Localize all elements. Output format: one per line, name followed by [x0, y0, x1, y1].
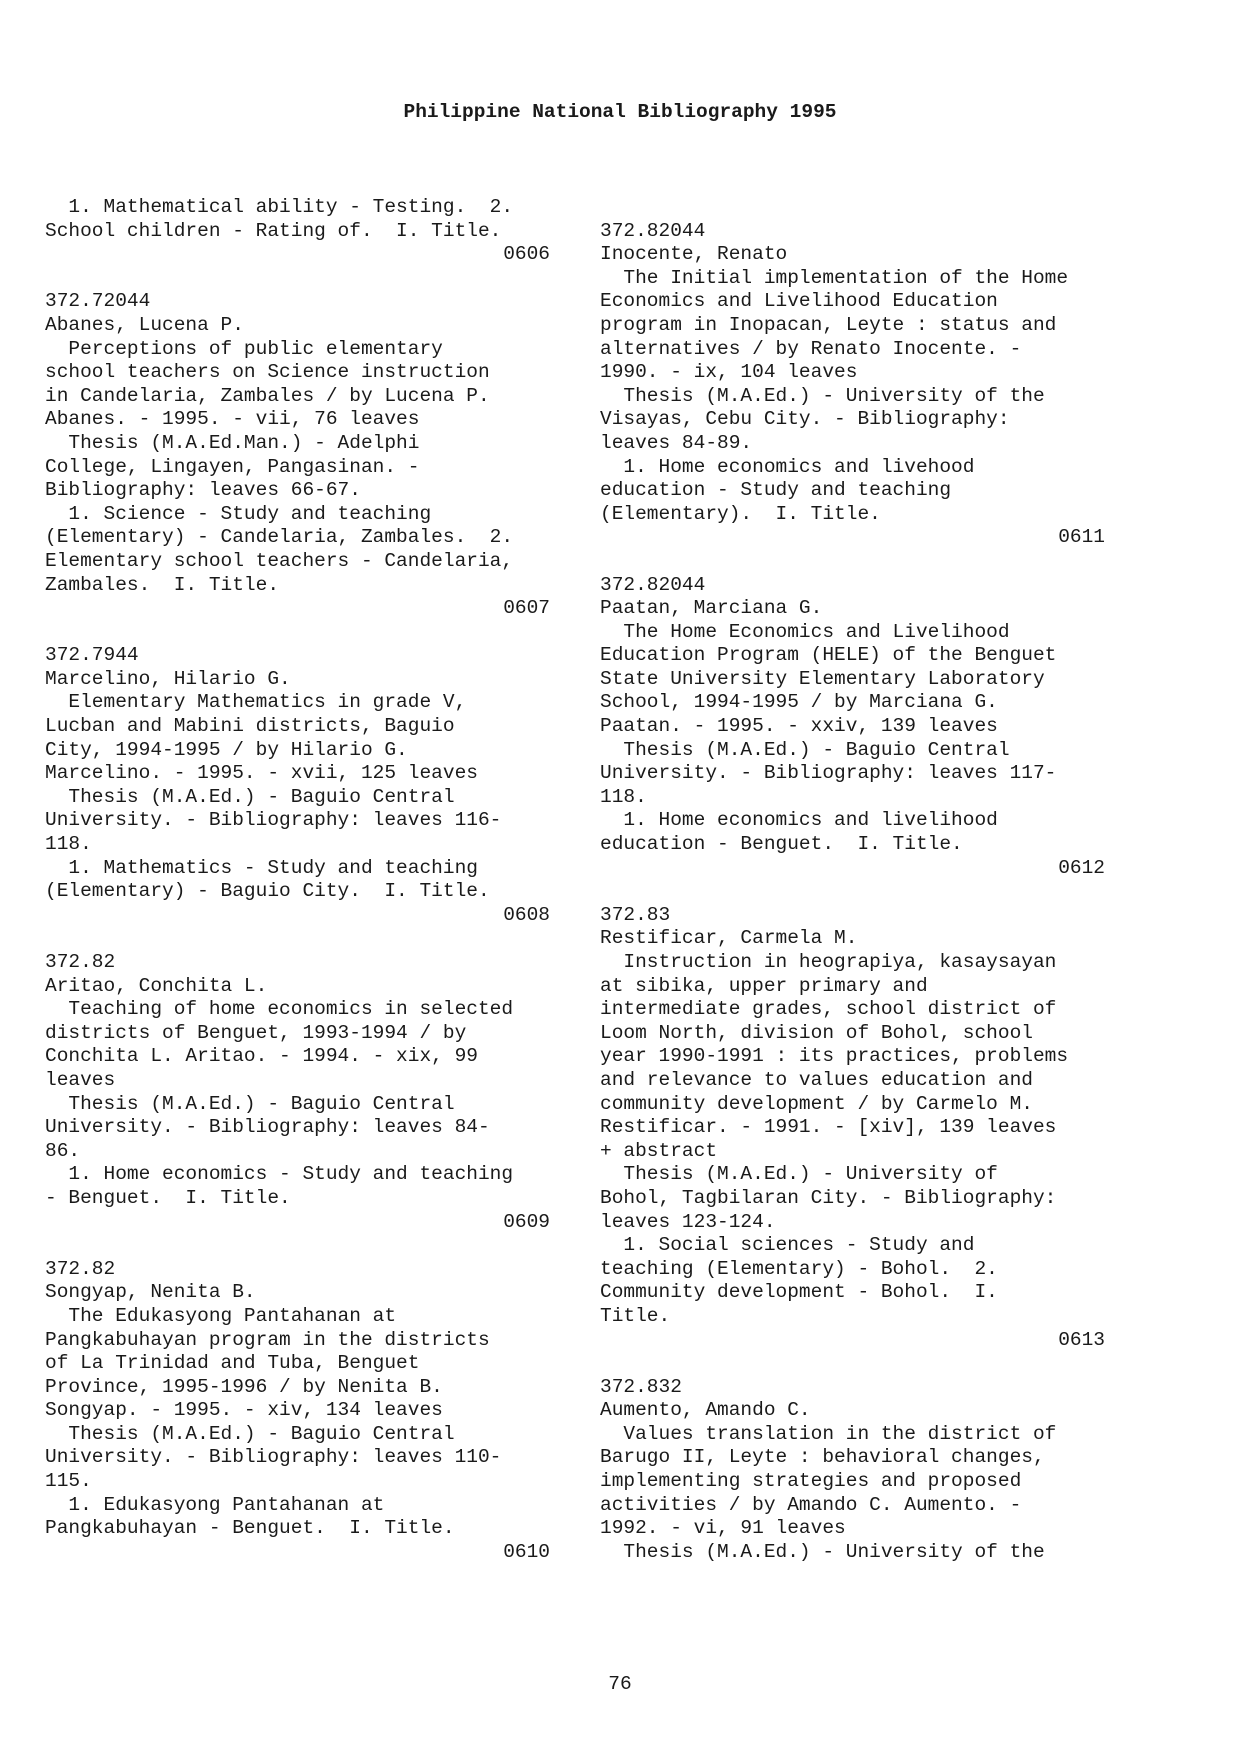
text-line: 372.7944 — [45, 644, 139, 667]
record-number: 0611 — [1058, 526, 1105, 549]
text-line: school teachers on Science instruction — [45, 361, 490, 384]
text-line: 1. Home economics - Study and teaching — [45, 1163, 514, 1186]
text-line: 1992. - vi, 91 leaves — [600, 1517, 846, 1540]
text-line: alternatives / by Renato Inocente. - — [600, 337, 1022, 360]
text-line: Inocente, Renato — [600, 243, 788, 266]
text-line: (Elementary) - Candelaria, Zambales. 2. — [45, 526, 514, 549]
text-line: Paatan, Marciana G. — [600, 597, 823, 620]
text-line: 1. Social sciences - Study and — [600, 1234, 975, 1257]
text-line: 115. — [45, 1470, 92, 1493]
text-line: Instruction in heograpiya, kasaysayan — [600, 951, 1057, 973]
record-number: 0612 — [1058, 856, 1105, 879]
text-line: + abstract — [600, 1139, 718, 1162]
text-line — [600, 1352, 1105, 1376]
text-line: 1. Home economics and livehood — [600, 455, 975, 478]
text-line: University. - Bibliography: leaves 116- — [45, 809, 502, 832]
text-line: - Benguet. I. Title. — [45, 1186, 291, 1209]
text-line: community development / by Carmelo M. — [600, 1092, 1033, 1115]
text-line: Pangkabuhayan program in the districts — [45, 1328, 490, 1351]
text-line: Bohol, Tagbilaran City. - Bibliography: — [600, 1186, 1057, 1209]
record-number: 0613 — [1058, 1328, 1105, 1351]
text-line: University. - Bibliography: leaves 110- — [45, 1446, 502, 1469]
text-line: Elementary school teachers - Candelaria, — [45, 549, 514, 572]
text-line: implementing strategies and proposed — [600, 1470, 1022, 1493]
text-line: Paatan. - 1995. - xxiv, 139 leaves — [600, 715, 998, 738]
text-line: The Edukasyong Pantahanan at — [45, 1304, 397, 1327]
text-line: 1. Mathematical ability - Testing. 2. — [45, 196, 514, 218]
text-line: Bibliography: leaves 66-67. — [45, 479, 361, 502]
text-line: Community development - Bohol. I. — [600, 1281, 998, 1304]
text-line: Thesis (M.A.Ed.) - Baguio Central — [45, 785, 455, 808]
text-line: Thesis (M.A.Ed.) - University of the — [600, 384, 1045, 407]
text-line: program in Inopacan, Leyte : status and — [600, 313, 1057, 336]
text-line: University. - Bibliography: leaves 117- — [600, 762, 1057, 785]
text-line — [600, 550, 1105, 574]
text-line: Restificar. - 1991. - [xiv], 139 leaves — [600, 1116, 1057, 1139]
text-line — [45, 1234, 550, 1258]
record-number: 0606 — [503, 243, 550, 266]
text-line: of La Trinidad and Tuba, Benguet — [45, 1352, 420, 1375]
text-line: Restificar, Carmela M. — [600, 927, 858, 950]
text-line: Thesis (M.A.Ed.) - Baguio Central — [600, 738, 1010, 761]
text-line: Aritao, Conchita L. — [45, 974, 268, 997]
text-line: 372.82 — [45, 951, 116, 973]
text-line: teaching (Elementary) - Bohol. 2. — [600, 1257, 998, 1280]
text-line: 118. — [45, 833, 92, 856]
text-line: (Elementary) - Baguio City. I. Title. — [45, 880, 490, 903]
text-line — [45, 267, 550, 291]
text-line: 1. Edukasyong Pantahanan at — [45, 1493, 385, 1516]
text-line: 372.832 — [600, 1375, 682, 1398]
text-line: 372.72044 — [45, 290, 151, 313]
text-line: Pangkabuhayan - Benguet. I. Title. — [45, 1517, 455, 1540]
text-line: 372.82 — [45, 1257, 116, 1280]
text-line: 1. Mathematics - Study and teaching — [45, 856, 478, 879]
text-line: Songyap, Nenita B. — [45, 1281, 256, 1304]
text-line: Conchita L. Aritao. - 1994. - xix, 99 — [45, 1045, 478, 1068]
text-line: Teaching of home economics in selected — [45, 998, 514, 1021]
text-line: Elementary Mathematics in grade V, — [45, 691, 467, 714]
text-line: 1990. - ix, 104 leaves — [600, 361, 858, 384]
text-line: Values translation in the district of — [600, 1422, 1057, 1445]
text-line: education - Study and teaching — [600, 479, 952, 502]
text-line: Thesis (M.A.Ed.) - Baguio Central — [45, 1092, 455, 1115]
text-line: (Elementary). I. Title. — [600, 502, 881, 525]
text-line: School, 1994-1995 / by Marciana G. — [600, 691, 998, 714]
text-line: School children - Rating of. I. Title. — [45, 219, 502, 242]
text-line: leaves 123-124. — [600, 1210, 776, 1233]
text-line: The Home Economics and Livelihood — [600, 620, 1010, 643]
text-line: University. - Bibliography: leaves 84- — [45, 1116, 490, 1139]
text-line: Education Program (HELE) of the Benguet — [600, 644, 1057, 667]
text-line: Marcelino. - 1995. - xvii, 125 leaves — [45, 762, 478, 785]
text-line: 86. — [45, 1139, 81, 1162]
text-line: The Initial implementation of the Home — [600, 266, 1069, 289]
text-line: 372.82044 — [600, 219, 706, 242]
record-number: 0609 — [503, 1210, 550, 1233]
text-line — [45, 927, 550, 951]
text-line: 1. Science - Study and teaching — [45, 502, 432, 525]
text-line: education - Benguet. I. Title. — [600, 833, 963, 856]
text-line: Perceptions of public elementary — [45, 337, 443, 360]
page-number: 76 — [608, 1673, 632, 1695]
text-line: leaves — [45, 1068, 116, 1091]
page-title: Philippine National Bibliography 1995 — [403, 101, 837, 123]
text-line: Thesis (M.A.Ed.) - Baguio Central — [45, 1422, 455, 1445]
text-line: at sibika, upper primary and — [600, 974, 928, 997]
text-line: Abanes. - 1995. - vii, 76 leaves — [45, 408, 420, 431]
text-line — [45, 621, 550, 645]
text-line: districts of Benguet, 1993-1994 / by — [45, 1021, 467, 1044]
text-line: and relevance to values education and — [600, 1068, 1033, 1091]
text-line: Visayas, Cebu City. - Bibliography: — [600, 408, 1010, 431]
text-line: 372.83 — [600, 903, 671, 926]
text-line: year 1990-1991 : its practices, problems — [600, 1045, 1069, 1068]
text-line: 118. — [600, 785, 647, 808]
text-line: Barugo II, Leyte : behavioral changes, — [600, 1446, 1045, 1469]
text-line: activities / by Amando C. Aumento. - — [600, 1493, 1022, 1516]
text-line — [600, 196, 1105, 220]
text-line: Zambales. I. Title. — [45, 573, 280, 596]
text-line: 372.82044 — [600, 573, 706, 596]
right-column — [600, 196, 1105, 1564]
record-number: 0607 — [503, 597, 550, 620]
record-number: 0608 — [503, 903, 550, 926]
text-line: College, Lingayen, Pangasinan. - — [45, 455, 420, 478]
text-line: Economics and Livelihood Education — [600, 290, 998, 313]
text-line: Songyap. - 1995. - xiv, 134 leaves — [45, 1399, 443, 1422]
text-line: Thesis (M.A.Ed.Man.) - Adelphi — [45, 431, 420, 454]
text-line: leaves 84-89. — [600, 431, 753, 454]
text-line: Loom North, division of Bohol, school — [600, 1021, 1033, 1044]
text-line: Abanes, Lucena P. — [45, 313, 244, 336]
text-line: Marcelino, Hilario G. — [45, 667, 291, 690]
text-line: Thesis (M.A.Ed.) - University of — [600, 1163, 998, 1186]
text-line: 1. Home economics and livelihood — [600, 809, 998, 832]
left-column — [45, 196, 550, 1564]
text-line: in Candelaria, Zambales / by Lucena P. — [45, 384, 490, 407]
text-line: City, 1994-1995 / by Hilario G. — [45, 738, 408, 761]
text-line: Title. — [600, 1304, 671, 1327]
text-line: State University Elementary Laboratory — [600, 667, 1045, 690]
text-line: Aumento, Amando C. — [600, 1399, 811, 1422]
text-line: intermediate grades, school district of — [600, 998, 1057, 1021]
text-line: Lucban and Mabini districts, Baguio — [45, 715, 455, 738]
text-line: Province, 1995-1996 / by Nenita B. — [45, 1375, 443, 1398]
record-number: 0610 — [503, 1540, 550, 1563]
text-line — [600, 880, 1105, 904]
text-line: Thesis (M.A.Ed.) - University of the — [600, 1540, 1045, 1563]
